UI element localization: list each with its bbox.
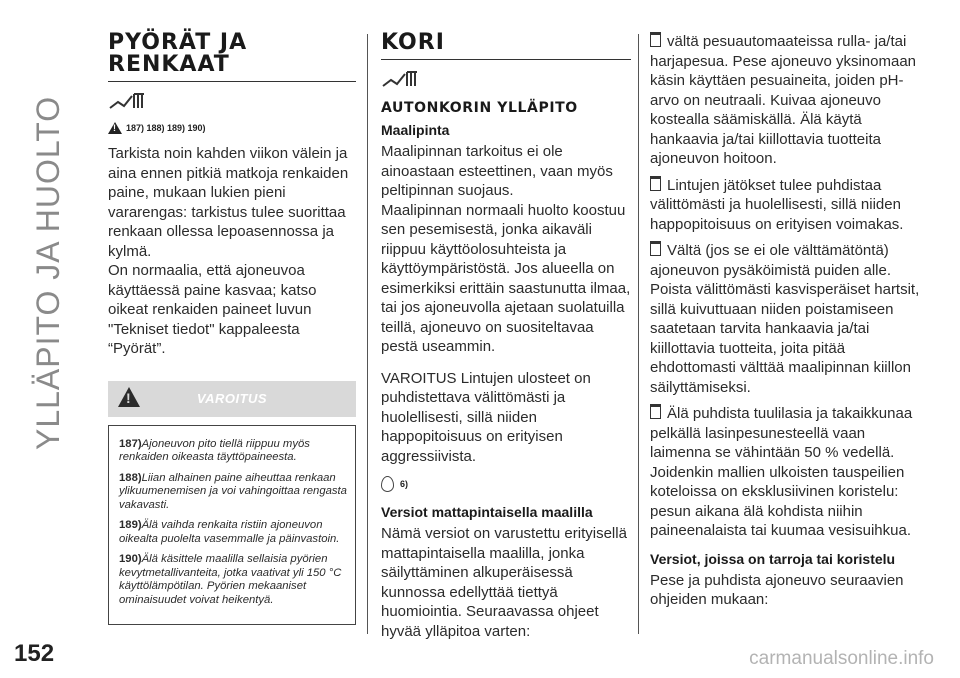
heading-matte: Versiot mattapintaisella maalilla xyxy=(381,504,593,520)
section-title-wheels: PYÖRÄT JA RENKAAT xyxy=(108,32,356,82)
subsection-title: AUTONKORIN YLLÄPITO xyxy=(381,100,578,116)
chapter-side-title: YLLÄPITO JA HUOLTO xyxy=(30,95,66,450)
warning-item: 187)Ajoneuvon pito tiellä riippuu myös renkaiden oikeasta täyttöpaineesta. xyxy=(119,437,310,463)
handbook-icon xyxy=(381,64,631,94)
heading-decals: Versiot, joissa on tarroja tai koristelu xyxy=(650,550,896,567)
bullet-item: Lintujen jätökset tulee puhdistaa välittömästi ja huolellisesti, sillä niiden happopitoisuus on erityisen voimakas. xyxy=(650,176,904,233)
paragraph: VAROITUS Lintujen ulosteet on puhdistettava välittömästi ja huolellisesti, sillä niiden happopitoisuus on erityisen aggressiivista. xyxy=(381,369,591,465)
handbook-icon xyxy=(108,86,356,116)
paragraph: Nämä versiot on varustettu erityisellä mattapintaisella maalilla, jonka säilyttäminen alkuperäisessä kunnossa edellyttää tiettyä huomiointia. Seuraavassa ohjeet hyvää ylläpitoa varten: xyxy=(381,525,627,640)
section-title-body: KORI xyxy=(381,32,631,60)
paragraph: Maalipinnan tarkoitus ei ole ainoastaan esteettinen, vaan myös peltipinnan suojaus. xyxy=(381,143,613,199)
bullet-icon xyxy=(650,241,661,256)
bullet-icon xyxy=(650,176,661,191)
warning-item: 189)Älä vaihda renkaita ristiin ajoneuvon oikealta puolelta vasemmalle ja päinvastoin. xyxy=(119,519,340,545)
warning-item: 188)Liian alhainen paine aiheuttaa renkaan ylikuumenemisen ja voi vahingoittaa rengasta vakavasti. xyxy=(119,471,347,511)
bullet-item: Vältä (jos se ei ole välttämätöntä) ajoneuvon pysäköimistä puiden alle. Poista välittömästi kasvisperäiset hartsit, sillä kuivuttuaan niiden poistamiseen saatetaan tarvita hankaavia ja/tai kiillottavia tuotteita, joita pitää ehdottomasti välttää maalipinnan kiillon säilyttämiseksi. xyxy=(650,242,920,396)
column-divider xyxy=(638,34,639,634)
column-divider xyxy=(367,34,368,634)
paragraph: On normaalia, että ajoneuvoa käyttäessä paine kasvaa; katso oikeat renkaiden paineet luvun "Tekniset tiedot" kappaleesta “Pyörät”. xyxy=(108,262,317,357)
environment-icon xyxy=(381,476,394,492)
footer-watermark: carmanualsonline.info xyxy=(749,648,934,669)
warning-icon xyxy=(118,387,140,407)
column-wheels xyxy=(108,32,356,625)
bullet-item: Älä puhdista tuulilasia ja takaikkunaa pelkällä lasinpesunesteellä vaan laimenna se vähintään 50 % vedellä. Joidenkin mallien ulkoisten tauspeilien koteloissa on eksklusiivinen koristelu: pesun aikana älä kohdista niihin paineenalaista tai kuumaa vesisuihkua. xyxy=(650,405,913,539)
column-matte-care xyxy=(650,32,930,610)
heading-paint: Maalipinta xyxy=(381,122,450,138)
page-number: 152 xyxy=(14,640,55,667)
paragraph: Pese ja puhdista ajoneuvo seuraavien ohjeiden mukaan: xyxy=(650,571,904,608)
paragraph: Maalipinnan normaali huolto koostuu sen pesemisestä, jonka aikaväli riippuu käyttöolosuhteista ja käyttöympäristöstä. Jos alueella on esimerkiksi erittäin saastunutta ilmaa, tai jos ajoneuvolla ajetaan suolatuilla teillä, ajoneuvo on suositeltavaa pestä useammin. xyxy=(381,201,631,355)
warning-box-header: ! VAROITUS xyxy=(108,381,356,417)
warning-icon xyxy=(108,122,122,134)
paragraph: Tarkista noin kahden viikon välein ja aina ennen pitkiä matkoja renkaiden paine, mukaan lukien pieni vararengas: tarkistus tulee suorittaa renkaan ollessa lepoasennossa ja kylmä. xyxy=(108,145,349,260)
bullet-icon xyxy=(650,404,661,419)
warning-box xyxy=(108,425,356,626)
warning-item: 190)Älä käsittele maalilla sellaisia pyörien kevytmetallivanteita, jotka vaativat yli 150 °C käyttölämpötilan. Pyörien mekaaniset ominaisuudet voivat heikentyä. xyxy=(119,553,342,606)
warning-refs: ! 187) 188) 189) 190) xyxy=(108,122,356,134)
environment-note-ref: 6) xyxy=(381,476,631,492)
bullet-icon xyxy=(650,32,661,47)
bullet-item: vältä pesuautomaateissa rulla- ja/tai harjapesua. Pese ajoneuvo yksinomaan käsin käyttäen pesuaineita, joiden pH-arvo on neutraali. Kuivaa ajoneuvo kostealla säämiskällä. Älä käytä hankaavia ja/tai kiillottavia tuotteita ajoneuvon hoitoon. xyxy=(650,33,917,167)
column-body xyxy=(381,32,631,641)
